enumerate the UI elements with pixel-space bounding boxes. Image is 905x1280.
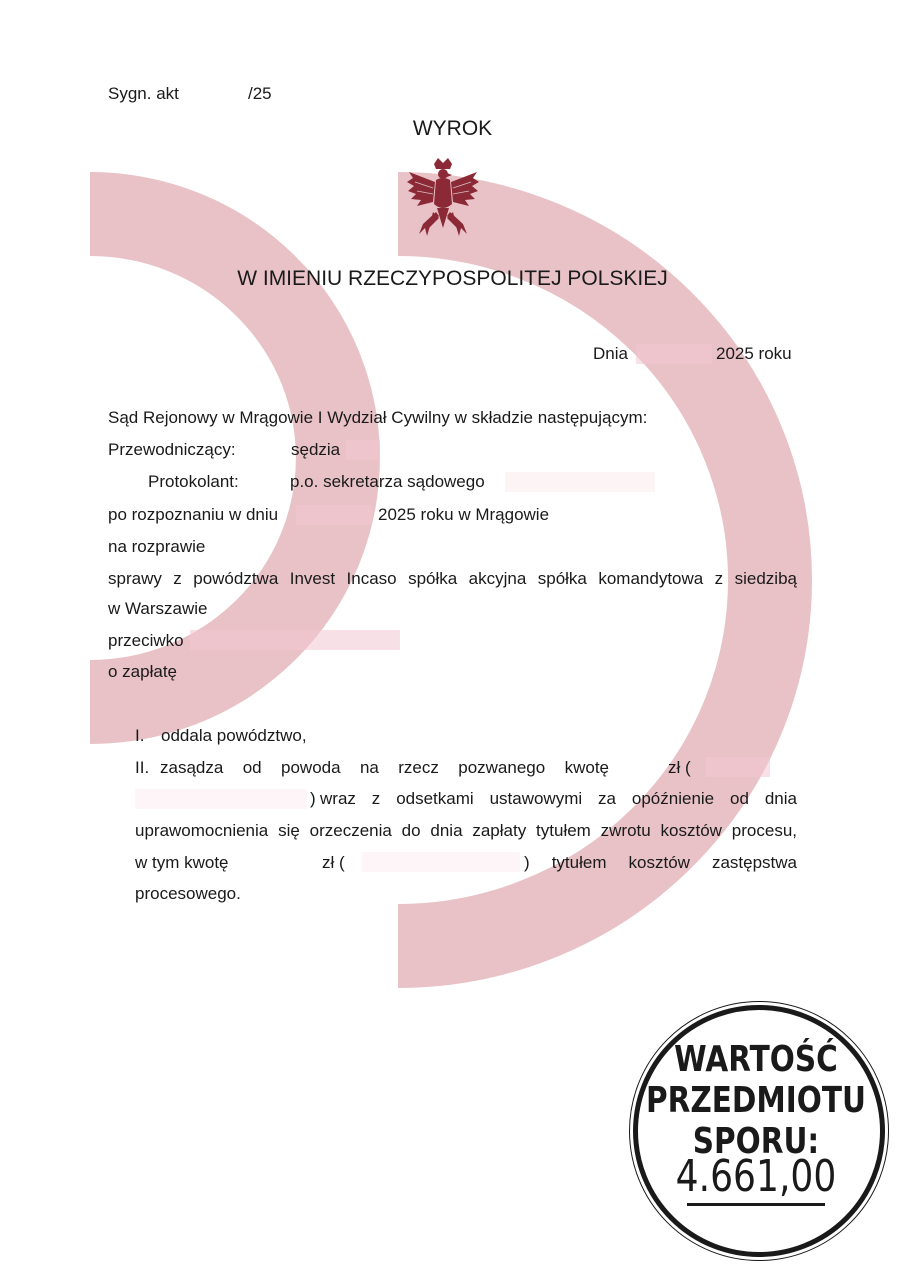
redacted-amount-words <box>706 757 770 777</box>
case-description-line2: w Warszawie <box>108 599 208 618</box>
verdict-item1-text: oddala powództwo, <box>161 726 307 745</box>
verdict-item2-line2-a: ) <box>310 789 316 808</box>
case-signature-suffix: /25 <box>248 84 272 103</box>
verdict-item2-line5: procesowego. <box>135 884 241 903</box>
case-description-line1: sprawy z powództwa Invest Incaso spółka akcyjna spółka komandytowa z siedzibą <box>108 569 797 588</box>
redacted-amount-words-cont <box>135 789 307 809</box>
redacted-date <box>636 344 712 364</box>
verdict-item2-line2-b: wraz z odsetkami ustawowymi za opóźnienie od dnia <box>320 789 797 808</box>
verdict-item2-line3: uprawomocnienia się orzeczenia do dnia zapłaty tytułem zwrotu kosztów procesu, <box>135 821 797 840</box>
hearing-date-prefix: po rozpoznaniu w dniu <box>108 505 279 524</box>
date-prefix: Dnia <box>593 344 628 363</box>
redacted-judge-name <box>346 440 380 460</box>
clerk-value: p.o. sekretarza sądowego <box>290 472 485 491</box>
redacted-clerk-name <box>505 472 655 492</box>
defendant-label: przeciwko <box>108 631 184 650</box>
verdict-item2-line4-c: ) tytułem kosztów zastępstwa <box>524 853 797 872</box>
redacted-fee-words <box>362 852 520 872</box>
hearing-mode: na rozprawie <box>108 537 206 556</box>
date-suffix: 2025 roku <box>716 344 792 363</box>
verdict-item2-line1-a: zasądza od powoda na rzecz pozwanego kwotę <box>160 758 609 777</box>
case-signature-label: Sygn. akt <box>108 84 179 103</box>
document-title: WYROK <box>412 117 493 140</box>
stamp-line2: PRZEDMIOTU <box>645 1080 866 1121</box>
stamp-line1: WARTOŚĆ <box>674 1039 838 1080</box>
stamp-underline <box>687 1203 825 1206</box>
chair-label: Przewodniczący: <box>108 440 236 459</box>
redacted-defendant-name <box>190 630 400 650</box>
stamp-line3: SPORU: <box>692 1121 820 1162</box>
case-subject: o zapłatę <box>108 662 177 681</box>
verdict-item2-number: II. <box>135 758 150 777</box>
chair-value: sędzia <box>291 440 341 459</box>
hearing-date-suffix: 2025 roku w Mrągowie <box>378 505 550 524</box>
verdict-item2-line4-a: w tym kwotę <box>135 853 229 872</box>
claim-value-stamp <box>607 985 905 1280</box>
court-composition: Sąd Rejonowy w Mrągowie I Wydział Cywilny w składzie następującym: <box>108 408 648 427</box>
verdict-item1-number: I. <box>135 726 145 745</box>
verdict-item2-line1-b: zł ( <box>668 758 691 777</box>
polish-eagle-emblem <box>405 158 481 244</box>
verdict-item2-line4-b: zł ( <box>322 853 345 872</box>
document-subtitle: W IMIENIU RZECZYPOSPOLITEJ POLSKIEJ <box>237 267 668 290</box>
stamp-amount: 4.661,00 <box>675 1151 837 1202</box>
redacted-hearing-date <box>296 505 372 525</box>
clerk-label: Protokolant: <box>148 472 239 491</box>
